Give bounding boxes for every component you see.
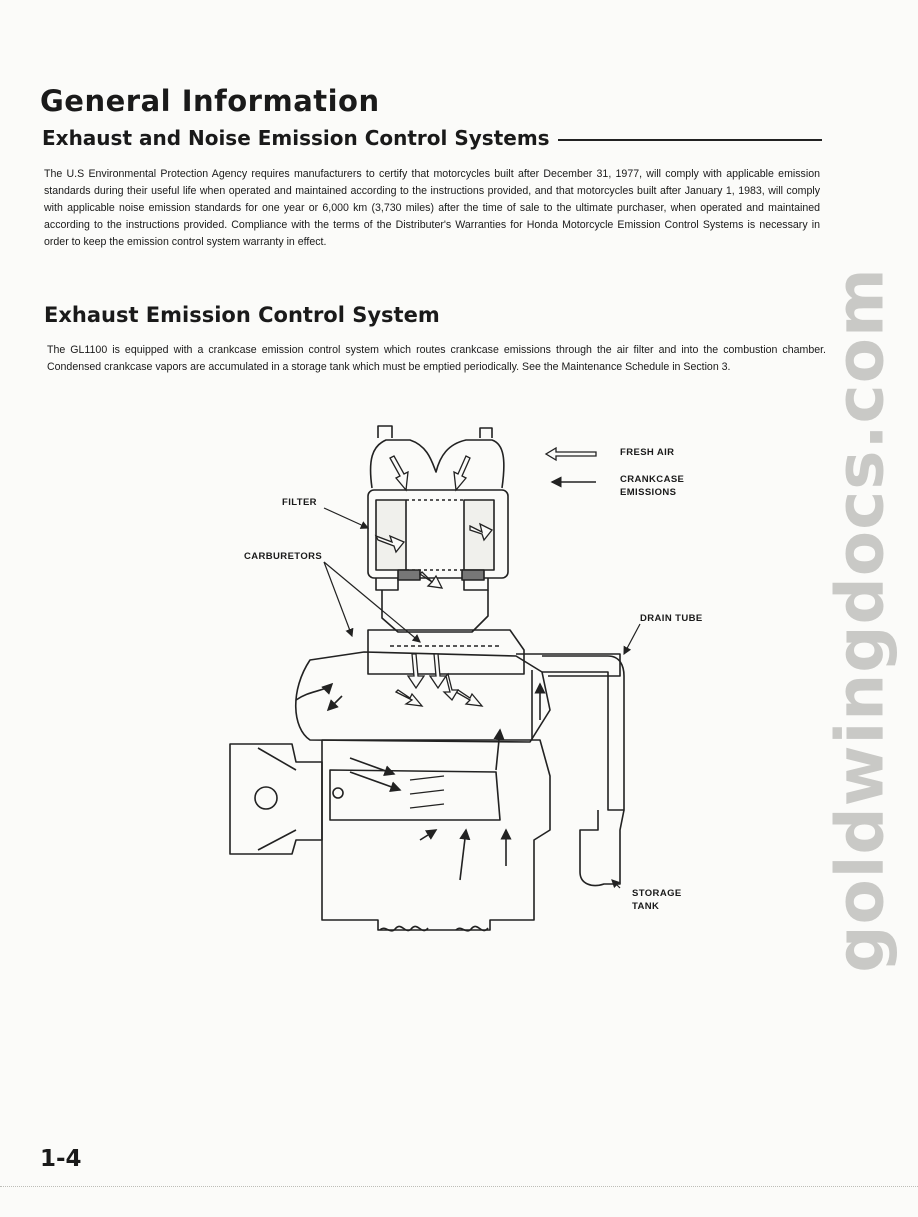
crankcase-paragraph: The GL1100 is equipped with a crankcase emission control system which routes crankcase emissions through the air filter and into the combustion chamber. Condensed crankcase vapors are accumulated in a storage tank which must be emptied periodically. See the Maintenance Schedule in Section 3. bbox=[47, 344, 826, 373]
section-heading-exhaust-control: Exhaust Emission Control System bbox=[44, 303, 440, 327]
heading-rule bbox=[558, 139, 822, 141]
label-filter: FILTER bbox=[282, 497, 317, 508]
label-drain-tube: DRAIN TUBE bbox=[640, 613, 703, 624]
watermark-text: goldwingdocs.com bbox=[821, 267, 899, 973]
label-carburetors: CARBURETORS bbox=[244, 551, 323, 562]
label-fresh-air: FRESH AIR bbox=[620, 447, 675, 458]
label-crankcase-emissions: CRANKCASE EMISSIONS bbox=[620, 474, 685, 498]
page-number: 1-4 bbox=[40, 1146, 82, 1172]
page-edge-line bbox=[0, 1186, 918, 1187]
section-heading-emission-systems: Exhaust and Noise Emission Control Systems bbox=[42, 126, 550, 150]
intro-paragraph: The U.S Environmental Protection Agency requires manufacturers to certify that motorcycles built after December 31, 1977, will comply with applicable emission standards during their useful life when operated and maintained according to the instructions provided, and that motorcycles built after January 1, 1983, will comply with applicable noise emission standards for one year or 6,000 km (3,730 miles) after the time of sale to the ultimate purchaser, when operated and maintained according to the instructions provided. Compliance with the terms of the Distributer's Warranties for Honda Motorcycle Emission Control Systems is necessary in order to keep the emission control system warranty in effect. bbox=[44, 168, 820, 248]
label-storage-tank: STORAGE TANK bbox=[632, 888, 682, 912]
page-title: General Information bbox=[40, 84, 380, 118]
fresh-air-arrow-icon bbox=[546, 448, 596, 460]
crankcase-emission-diagram bbox=[200, 410, 720, 960]
watermark bbox=[820, 267, 900, 973]
section-header bbox=[42, 126, 822, 150]
